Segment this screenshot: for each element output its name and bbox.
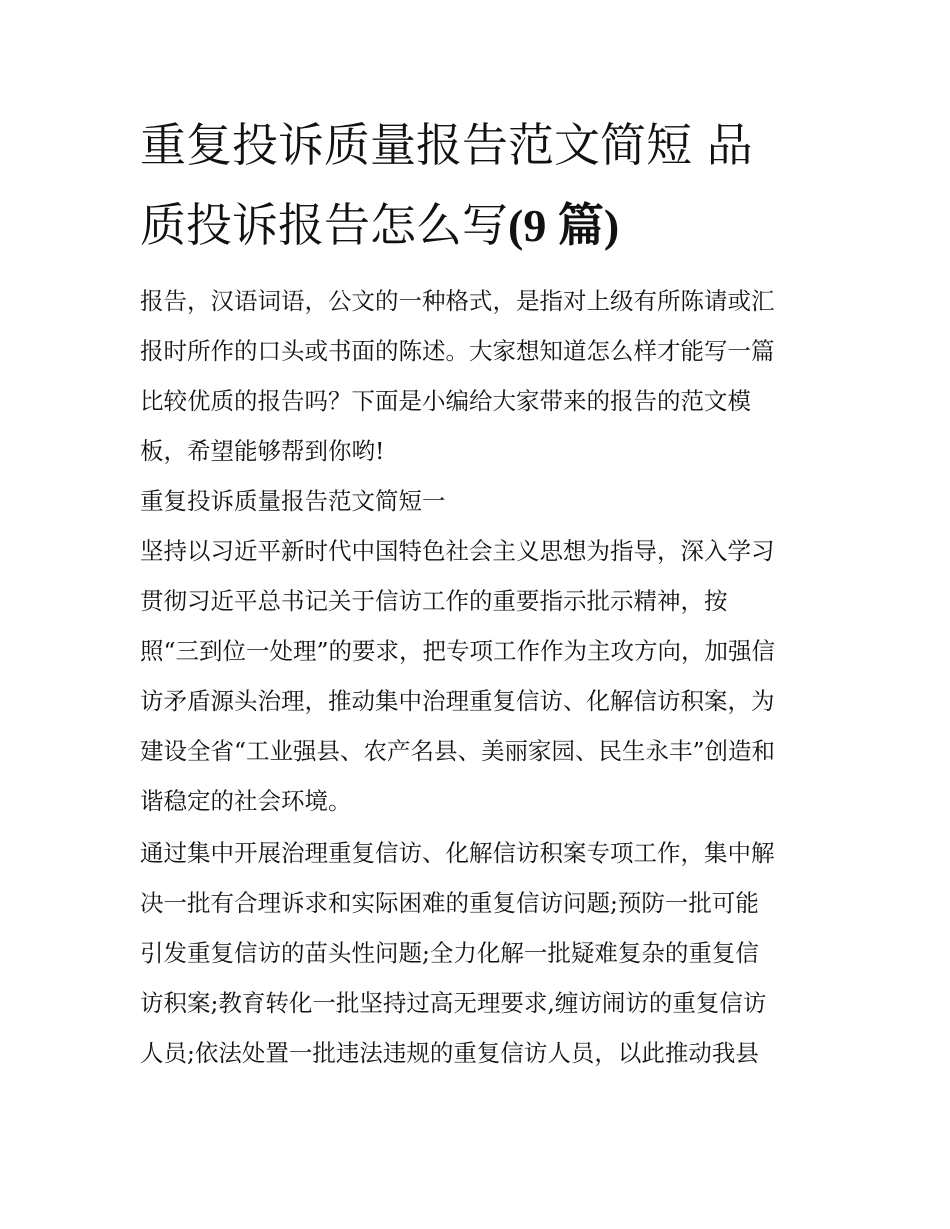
- body-line: 引发重复信访的苗头性问题;全力化解一批疑难复杂的重复信: [140, 939, 759, 967]
- document-title-text: 质投诉报告怎么写: [140, 198, 508, 252]
- body-line: 决一批有合理诉求和实际困难的重复信访问题;预防一批可能: [140, 889, 759, 917]
- body-line: 照“三到位一处理”的要求，把专项工作作为主攻方向，加强信: [140, 637, 776, 665]
- body-line: 贯彻习近平总书记关于信访工作的重要指示批示精神，按: [140, 587, 728, 615]
- body-line: 报时所作的口头或书面的陈述。大家想知道怎么样才能写一篇: [140, 337, 775, 365]
- body-line: 谐稳定的社会环境。: [140, 787, 352, 815]
- document-title-line-2: [140, 196, 820, 255]
- body-line: 访积案;教育转化一批坚持过高无理要求,缠访闹访的重复信访: [140, 989, 767, 1017]
- body-line: 坚持以习近平新时代中国特色社会主义思想为指导，深入学习: [140, 537, 775, 565]
- document-title-line-1: 重复投诉质量报告范文简短 品: [140, 118, 753, 172]
- body-line: 访矛盾源头治理，推动集中治理重复信访、化解信访积案，为: [140, 687, 775, 715]
- body-line: 通过集中开展治理重复信访、化解信访积案专项工作，集中解: [140, 839, 775, 867]
- document-title-suffix: (9 篇): [508, 200, 620, 251]
- body-line: 报告，汉语词语，公文的一种格式，是指对上级有所陈请或汇: [140, 287, 775, 315]
- body-line: 比较优质的报告吗？下面是小编给大家带来的报告的范文模: [140, 387, 751, 415]
- body-line: 建设全省“工业强县、农产名县、美丽家园、民生永丰”创造和: [140, 737, 776, 765]
- body-line: 板，希望能够帮到你哟!: [140, 437, 385, 465]
- body-line: 人员;依法处置一批违法违规的重复信访人员，以此推动我县: [140, 1039, 759, 1067]
- section-heading: 重复投诉质量报告范文简短一: [140, 487, 446, 515]
